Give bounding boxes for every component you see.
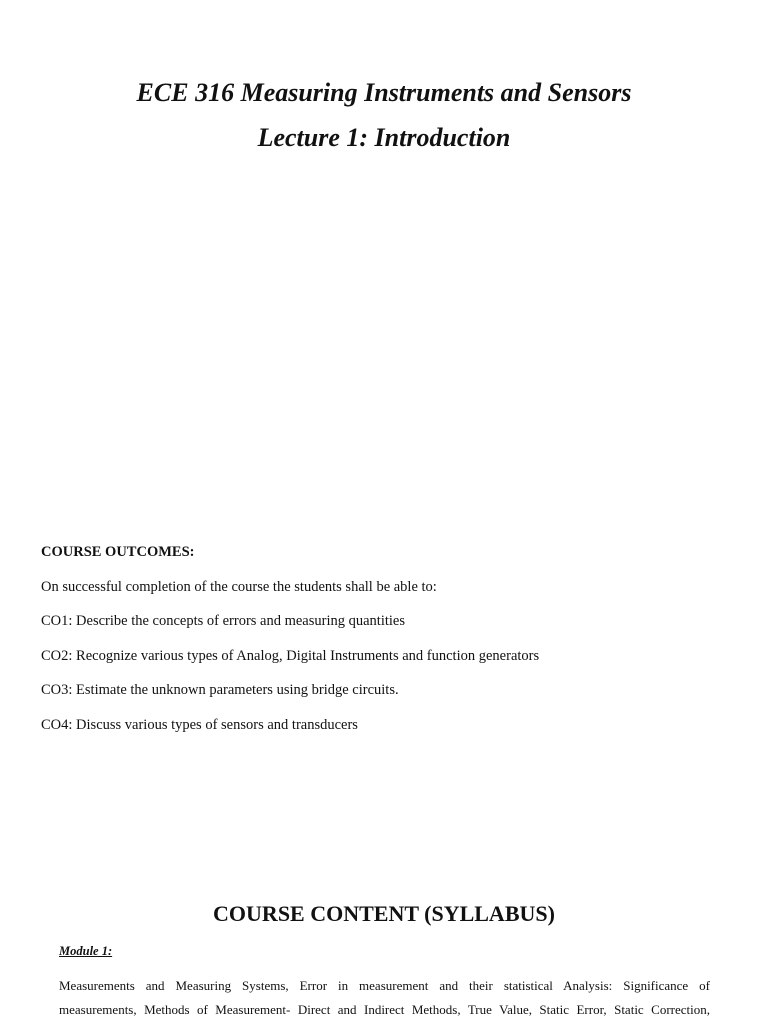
document-subtitle: Lecture 1: Introduction <box>257 123 511 152</box>
course-outcomes-intro: On successful completion of the course the students shall be able to: <box>41 578 437 595</box>
syllabus-heading: COURSE CONTENT (SYLLABUS) <box>213 901 555 926</box>
document-title: ECE 316 Measuring Instruments and Sensors <box>136 78 632 107</box>
course-outcome-item: CO2: Recognize various types of Analog, Digital Instruments and function generators <box>41 647 540 664</box>
module-text-line: measurements, Methods of Measurement- Direct and Indirect Methods, True Value, Static Error, Static Correction, <box>59 1001 710 1017</box>
course-outcomes-section <box>41 543 731 751</box>
module-label: Module 1: <box>59 944 113 958</box>
module-description <box>59 974 710 1021</box>
course-outcome-item: CO1: Describe the concepts of errors and measuring quantities <box>41 613 406 630</box>
course-outcome-item: CO4: Discuss various types of sensors and transducers <box>41 716 358 733</box>
course-outcome-item: CO3: Estimate the unknown parameters using bridge circuits. <box>41 682 399 699</box>
course-outcomes-heading: COURSE OUTCOMES: <box>41 544 195 560</box>
module-text-line: Measurements and Measuring Systems, Error in measurement and their statistical Analysis: Significance of <box>59 978 710 993</box>
